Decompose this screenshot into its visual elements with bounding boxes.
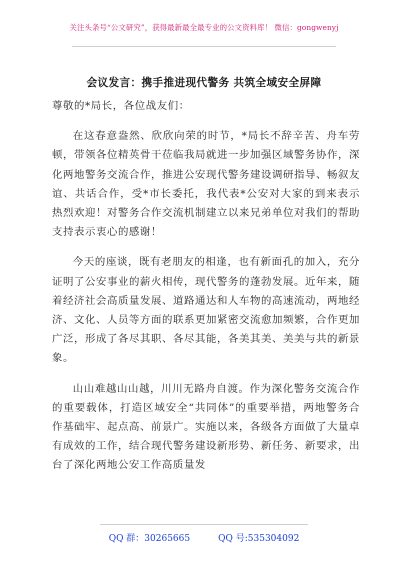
header-divider — [72, 46, 336, 47]
body-paragraph-1: 在这春意盎然、欣欣向荣的时节，*局长不辞辛苦、舟车劳顿，带领各位精英骨干莅临我局就进一步加强区域警务协作，深化两地警务交流合作，推进公安现代警务建设调研指导、畅叙友谊、共话合作，受*市长委托，我代表*公安对大家的到来表示热烈欢迎！对警务合作交流机制建立以来兄弟单位对我们的帮助支持表示衷心的感谢！ — [52, 130, 360, 239]
header-note: 关注头条号“公文研究”，获得最新最全最专业的公文资料库！ 微信：gongwenyj — [69, 23, 339, 32]
salutation: 尊敬的*局长，各位战友们： — [52, 100, 190, 112]
body-paragraph-2: 今天的座谈，既有老朋友的相逢，也有新面孔的加入，充分证明了公安事业的薪火相传，现代警务的蓬勃发展。近年来，随着经济社会高质量发展、道路通达和人车物的高速流动，两地经济、文化、人员等方面的联系更加紧密交流愈加频繁，合作更加广泛，形成了各尽其职、各尽其能，各美其美、美美与共的新景象。 — [52, 256, 360, 365]
footer-contact — [40, 531, 368, 544]
footer-qq-group: QQ 群：30265665 — [108, 534, 191, 544]
body-paragraph-3: 山山难越山山越，川川无路舟自渡。作为深化警务交流合作的重要载体，打造区域安全“共同体”的重要举措，两地警务合作基础牢、起点高、前景广。实施以来，各级各方面做了大量卓有成效的工作，结合现代警务建设新形势、新任务、新要求，出台了深化两地公安工作高质量发 — [52, 382, 360, 472]
footer-qq-number: QQ 号:535304092 — [218, 534, 300, 544]
document-body — [52, 97, 360, 487]
footer-divider — [100, 524, 308, 525]
document-title: 会议发言：携手推进现代警务 共筑全域安全屏障 — [86, 77, 322, 89]
